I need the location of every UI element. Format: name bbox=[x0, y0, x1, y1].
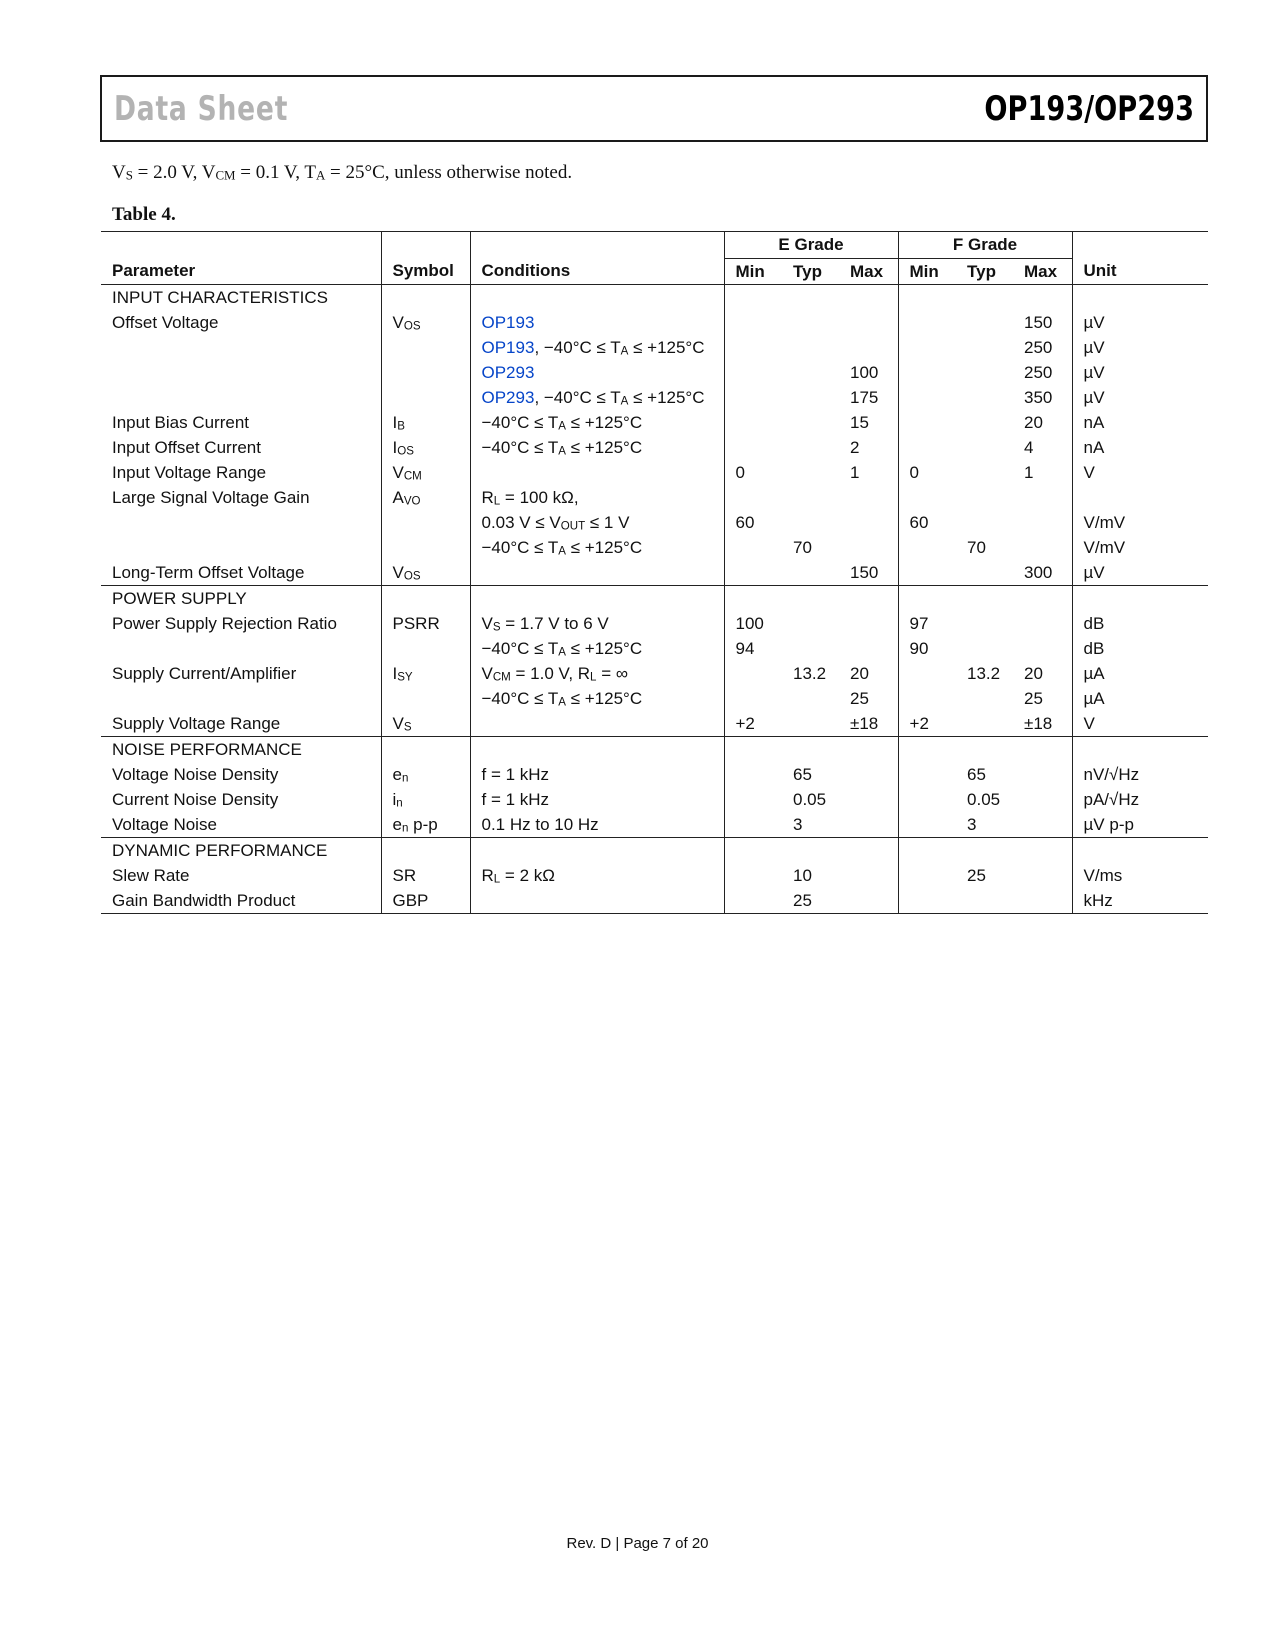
f-typ-cell bbox=[956, 435, 1013, 460]
symbol-cell: $V_{OS}$ bbox=[381, 560, 470, 586]
unit-cell: µV bbox=[1072, 335, 1208, 360]
conditions-cell bbox=[470, 310, 724, 335]
f-min-cell bbox=[898, 410, 956, 435]
table-row bbox=[101, 410, 1208, 435]
e-typ-cell bbox=[782, 485, 839, 510]
table-row bbox=[101, 863, 1208, 888]
unit-cell: V/mV bbox=[1072, 510, 1208, 535]
table-row bbox=[101, 485, 1208, 510]
parameter-cell: Power Supply Rejection Ratio bbox=[112, 613, 337, 633]
f-typ-cell bbox=[956, 560, 1013, 586]
conditions-cell bbox=[470, 888, 724, 914]
e-grade-header: E Grade bbox=[724, 232, 898, 259]
e-max-cell bbox=[839, 535, 898, 560]
e-min-cell: +2 bbox=[724, 711, 782, 737]
e-min-cell bbox=[724, 863, 782, 888]
unit-cell: µA bbox=[1072, 686, 1208, 711]
parameter-cell bbox=[101, 535, 381, 560]
e-typ-cell: 25 bbox=[782, 888, 839, 914]
table-row bbox=[101, 888, 1208, 914]
f-min-cell bbox=[898, 888, 956, 914]
f-min-cell bbox=[898, 812, 956, 838]
header-row-columns bbox=[101, 259, 1208, 285]
e-max-cell: ±18 bbox=[839, 711, 898, 737]
e-min-cell bbox=[724, 787, 782, 812]
symbol-cell: SR bbox=[381, 863, 470, 888]
e-max-cell bbox=[839, 787, 898, 812]
table-row bbox=[101, 787, 1208, 812]
e-min-cell bbox=[724, 335, 782, 360]
parameter-cell: Input Bias Current bbox=[112, 412, 250, 432]
table-row bbox=[101, 812, 1208, 838]
f-max-cell: ±18 bbox=[1013, 711, 1072, 737]
parameter-cell bbox=[101, 360, 381, 385]
parameter-cell: Offset Voltage bbox=[112, 312, 219, 332]
f-min-cell bbox=[898, 863, 956, 888]
page-header bbox=[100, 75, 1208, 142]
conditions-cell: $-40^\circ C \le T_A \le +125^\circ C$ bbox=[470, 535, 724, 560]
f-typ-cell bbox=[956, 711, 1013, 737]
e-typ-cell bbox=[782, 510, 839, 535]
f-typ-cell bbox=[956, 611, 1013, 636]
e-typ-cell bbox=[782, 711, 839, 737]
parameter-cell: Large Signal Voltage Gain bbox=[112, 487, 310, 507]
e-typ-cell: 10 bbox=[793, 865, 812, 885]
unit-cell: µV bbox=[1072, 310, 1208, 335]
f-max-cell bbox=[1013, 863, 1072, 888]
symbol-cell: GBP bbox=[381, 888, 470, 914]
table-row bbox=[101, 535, 1208, 560]
symbol-cell: $A_{VO}$ bbox=[381, 485, 470, 510]
e-min-cell: 94 bbox=[724, 636, 782, 661]
e-min-cell bbox=[724, 535, 782, 560]
parameter-cell: Voltage Noise Density bbox=[112, 764, 279, 784]
symbol-header: Symbol bbox=[381, 259, 470, 285]
f-max-cell: 150 bbox=[1024, 312, 1053, 332]
e-max-cell: 175 bbox=[850, 387, 879, 407]
e-min-cell bbox=[724, 310, 782, 335]
conditions-cell: 0.1 Hz to 10 Hz bbox=[470, 812, 724, 838]
conditions-cell: $-40^\circ C \le T_A \le +125^\circ C$ bbox=[470, 686, 724, 711]
section-title: INPUT CHARACTERISTICS bbox=[112, 287, 328, 307]
e-typ-header: Typ bbox=[782, 259, 839, 285]
parameter-cell: Slew Rate bbox=[112, 865, 190, 885]
e-typ-cell bbox=[782, 636, 839, 661]
conditions-cell bbox=[470, 360, 724, 385]
f-max-cell bbox=[1013, 888, 1072, 914]
section-row bbox=[101, 838, 1208, 864]
f-typ-cell bbox=[956, 888, 1013, 914]
e-min-cell bbox=[724, 686, 782, 711]
symbol-cell: $I_{OS}$ bbox=[381, 435, 470, 460]
section-title: DYNAMIC PERFORMANCE bbox=[112, 840, 328, 860]
symbol-cell bbox=[381, 535, 470, 560]
parameter-cell bbox=[101, 686, 381, 711]
e-typ-cell bbox=[782, 335, 839, 360]
parameter-cell: Current Noise Density bbox=[112, 789, 279, 809]
f-min-cell: 60 bbox=[898, 510, 956, 535]
e-typ-cell bbox=[782, 310, 839, 335]
parameter-cell: Long-Term Offset Voltage bbox=[101, 560, 381, 586]
unit-cell: µV p-p bbox=[1072, 812, 1208, 838]
table-row bbox=[101, 611, 1208, 636]
unit-header: Unit bbox=[1072, 259, 1208, 285]
e-min-cell bbox=[724, 661, 782, 686]
unit-cell: nA bbox=[1072, 435, 1208, 460]
page-footer: Rev. D | Page 7 of 20 bbox=[566, 1535, 709, 1552]
unit-cell: µV bbox=[1072, 385, 1208, 410]
table-row bbox=[101, 661, 1208, 686]
table-row bbox=[101, 310, 1208, 335]
part-link[interactable]: OP193 bbox=[481, 312, 535, 332]
unit-cell: kHz bbox=[1072, 888, 1208, 914]
section-title: POWER SUPPLY bbox=[112, 588, 247, 608]
section-title: NOISE PERFORMANCE bbox=[112, 739, 302, 759]
f-typ-cell bbox=[956, 510, 1013, 535]
conditions-cell: $R_L = 2$ kΩ bbox=[470, 863, 724, 888]
unit-cell: pA/√Hz bbox=[1072, 787, 1208, 812]
f-typ-cell bbox=[956, 385, 1013, 410]
e-max-cell bbox=[839, 310, 898, 335]
conditions-cell bbox=[470, 711, 724, 737]
e-max-cell bbox=[839, 863, 898, 888]
symbol-cell bbox=[381, 385, 470, 410]
e-typ-cell: 13.2 bbox=[793, 663, 827, 683]
e-typ-cell: 3 bbox=[782, 812, 839, 838]
f-max-cell bbox=[1013, 636, 1072, 661]
part-link[interactable]: OP293 bbox=[481, 387, 535, 407]
f-max-cell: 20 bbox=[1024, 663, 1043, 683]
header-row-grades bbox=[101, 232, 1208, 259]
parameter-cell: Supply Current/Amplifier bbox=[112, 663, 297, 683]
f-max-cell bbox=[1013, 762, 1072, 787]
f-min-cell bbox=[898, 762, 956, 787]
e-max-cell bbox=[839, 485, 898, 510]
conditions-cell: $-40^\circ C \le T_A \le +125^\circ C$ bbox=[470, 410, 724, 435]
f-max-cell: 300 bbox=[1013, 560, 1072, 586]
parameter-cell: Voltage Noise bbox=[101, 812, 381, 838]
e-max-cell bbox=[839, 611, 898, 636]
section-row bbox=[101, 285, 1208, 311]
e-max-cell bbox=[839, 510, 898, 535]
e-typ-cell: 65 bbox=[793, 764, 812, 784]
table-row bbox=[101, 510, 1208, 535]
table-row bbox=[101, 560, 1208, 586]
conditions-cell: f = 1 kHz bbox=[470, 787, 724, 812]
e-typ-cell bbox=[782, 435, 839, 460]
conditions-cell: f = 1 kHz bbox=[470, 762, 724, 787]
conditions-cell: $-40^\circ C \le T_A \le +125^\circ C$ bbox=[470, 435, 724, 460]
symbol-cell: $V_{CM}$ bbox=[381, 460, 470, 485]
table-body bbox=[101, 285, 1208, 914]
section-row bbox=[101, 737, 1208, 763]
symbol-cell: $V_S$ bbox=[381, 711, 470, 737]
parameter-cell bbox=[101, 510, 381, 535]
conditions-cell bbox=[470, 460, 724, 485]
e-min-cell: 0 bbox=[724, 460, 782, 485]
conditions-cell: $R_L = 100$ kΩ, bbox=[470, 485, 724, 510]
e-min-cell bbox=[724, 560, 782, 586]
e-typ-cell bbox=[782, 410, 839, 435]
e-typ-cell: 0.05 bbox=[793, 789, 827, 809]
symbol-cell: PSRR bbox=[381, 611, 470, 636]
conditions-cell: $V_{CM} = 1.0$ V, $R_L$ = ∞ bbox=[470, 661, 724, 686]
f-max-cell bbox=[1013, 787, 1072, 812]
table-row bbox=[101, 335, 1208, 360]
f-max-cell: 250 bbox=[1024, 337, 1053, 357]
e-typ-cell bbox=[782, 385, 839, 410]
conditions-cell: $-40^\circ C \le T_A \le +125^\circ C$ bbox=[470, 636, 724, 661]
f-min-cell bbox=[898, 485, 956, 510]
e-max-cell: 25 bbox=[850, 688, 869, 708]
e-min-cell: 60 bbox=[724, 510, 782, 535]
unit-cell: V/ms bbox=[1072, 863, 1208, 888]
e-typ-cell bbox=[782, 686, 839, 711]
f-min-cell bbox=[898, 686, 956, 711]
e-max-cell bbox=[839, 888, 898, 914]
symbol-cell bbox=[381, 510, 470, 535]
f-max-cell bbox=[1013, 510, 1072, 535]
table-caption: Table 4. bbox=[112, 204, 176, 225]
f-min-cell: 97 bbox=[898, 611, 956, 636]
f-typ-cell bbox=[956, 460, 1013, 485]
unit-cell: nV/√Hz bbox=[1072, 762, 1208, 787]
e-max-cell: 150 bbox=[839, 560, 898, 586]
unit-cell: µV bbox=[1072, 360, 1208, 385]
symbol-cell: $e_n$ bbox=[381, 762, 470, 787]
e-max-cell bbox=[839, 812, 898, 838]
header-part-number: OP193/OP293 bbox=[984, 89, 1194, 129]
header-doc-type: Data Sheet bbox=[114, 89, 289, 129]
e-min-cell bbox=[724, 410, 782, 435]
conditions-cell: OP293, $-40^\circ C \le T_A \le +125^\circ C$ bbox=[470, 385, 724, 410]
parameter-cell bbox=[101, 636, 381, 661]
conditions-header: Conditions bbox=[470, 259, 724, 285]
e-min-cell: 100 bbox=[724, 611, 782, 636]
f-min-cell bbox=[898, 310, 956, 335]
table-row bbox=[101, 711, 1208, 737]
unit-cell: µV bbox=[1072, 560, 1208, 586]
e-max-cell bbox=[839, 762, 898, 787]
parameter-cell: Supply Voltage Range bbox=[101, 711, 381, 737]
e-max-cell: 2 bbox=[850, 437, 860, 457]
test-conditions: $V_S = 2.0$ V, $V_{CM} = 0.1$ V, $T_A = 25^\circ C$, unless otherwise noted. bbox=[112, 162, 573, 183]
symbol-cell: $I_{SY}$ bbox=[381, 661, 470, 686]
parameter-cell: Gain Bandwidth Product bbox=[101, 888, 381, 914]
table-row bbox=[101, 360, 1208, 385]
parameter-cell: Input Offset Current bbox=[112, 437, 261, 457]
e-typ-cell bbox=[782, 560, 839, 586]
f-max-cell: 4 bbox=[1024, 437, 1034, 457]
f-min-cell: 0 bbox=[898, 460, 956, 485]
f-typ-cell bbox=[956, 410, 1013, 435]
e-typ-cell bbox=[782, 611, 839, 636]
f-grade-header: F Grade bbox=[898, 232, 1072, 259]
f-max-cell: 250 bbox=[1024, 362, 1053, 382]
e-max-cell bbox=[839, 636, 898, 661]
part-link[interactable]: OP193 bbox=[481, 337, 535, 357]
table-row bbox=[101, 460, 1208, 485]
table-row bbox=[101, 385, 1208, 410]
unit-cell: V/mV bbox=[1072, 535, 1208, 560]
f-min-cell: 90 bbox=[898, 636, 956, 661]
f-typ-cell: 3 bbox=[956, 812, 1013, 838]
e-min-cell bbox=[724, 360, 782, 385]
e-max-cell: 100 bbox=[850, 362, 879, 382]
e-min-cell bbox=[724, 435, 782, 460]
f-typ-cell: 25 bbox=[967, 865, 986, 885]
e-max-cell: 1 bbox=[850, 462, 860, 482]
f-typ-cell bbox=[956, 485, 1013, 510]
symbol-cell bbox=[381, 360, 470, 385]
f-typ-cell bbox=[956, 310, 1013, 335]
conditions-cell: $V_S = 1.7$ V to 6 V bbox=[470, 611, 724, 636]
table-row bbox=[101, 636, 1208, 661]
f-min-cell bbox=[898, 385, 956, 410]
table-row bbox=[101, 762, 1208, 787]
unit-cell: V bbox=[1072, 460, 1208, 485]
f-min-cell bbox=[898, 435, 956, 460]
f-typ-cell bbox=[956, 335, 1013, 360]
table-row bbox=[101, 686, 1208, 711]
f-max-cell: 20 bbox=[1024, 412, 1043, 432]
unit-cell: dB bbox=[1072, 636, 1208, 661]
parameter-cell bbox=[101, 335, 381, 360]
part-link[interactable]: OP293 bbox=[481, 362, 535, 382]
table-row bbox=[101, 435, 1208, 460]
symbol-cell: $V_{OS}$ bbox=[381, 310, 470, 335]
symbol-cell: $I_B$ bbox=[381, 410, 470, 435]
f-min-cell bbox=[898, 661, 956, 686]
f-min-header: Min bbox=[898, 259, 956, 285]
f-max-cell bbox=[1013, 611, 1072, 636]
e-min-cell bbox=[724, 888, 782, 914]
e-min-cell bbox=[724, 812, 782, 838]
f-typ-cell bbox=[956, 360, 1013, 385]
specifications-table bbox=[101, 231, 1208, 914]
e-max-cell: 20 bbox=[850, 663, 869, 683]
f-min-cell bbox=[898, 335, 956, 360]
symbol-cell: $i_n$ bbox=[381, 787, 470, 812]
e-min-cell bbox=[724, 385, 782, 410]
f-min-cell bbox=[898, 360, 956, 385]
conditions-cell: 0.03 $V \le V_{OUT} \le 1$ V bbox=[470, 510, 724, 535]
f-typ-cell bbox=[956, 686, 1013, 711]
f-typ-cell bbox=[956, 636, 1013, 661]
unit-cell: V bbox=[1072, 711, 1208, 737]
symbol-cell: $e_n$ p-p bbox=[381, 812, 470, 838]
f-typ-cell: 65 bbox=[967, 764, 986, 784]
e-typ-cell: 70 bbox=[793, 537, 812, 557]
f-max-cell bbox=[1013, 535, 1072, 560]
f-max-header: Max bbox=[1013, 259, 1072, 285]
f-min-cell bbox=[898, 560, 956, 586]
e-max-cell bbox=[839, 335, 898, 360]
symbol-cell bbox=[381, 335, 470, 360]
parameter-cell: Input Voltage Range bbox=[112, 462, 267, 482]
f-min-cell bbox=[898, 787, 956, 812]
f-max-cell bbox=[1013, 812, 1072, 838]
f-max-cell: 350 bbox=[1024, 387, 1053, 407]
e-typ-cell bbox=[782, 460, 839, 485]
e-min-cell bbox=[724, 762, 782, 787]
unit-cell bbox=[1072, 485, 1208, 510]
f-typ-cell: 13.2 bbox=[967, 663, 1001, 683]
unit-cell: dB bbox=[1072, 611, 1208, 636]
unit-cell: µA bbox=[1072, 661, 1208, 686]
f-min-cell bbox=[898, 535, 956, 560]
f-min-cell: +2 bbox=[898, 711, 956, 737]
e-max-header: Max bbox=[839, 259, 898, 285]
parameter-header: Parameter bbox=[101, 259, 381, 285]
conditions-cell: OP193, $-40^\circ C \le T_A \le +125^\circ C$ bbox=[470, 335, 724, 360]
symbol-cell bbox=[381, 686, 470, 711]
symbol-cell bbox=[381, 636, 470, 661]
e-min-cell bbox=[724, 485, 782, 510]
e-typ-cell bbox=[782, 360, 839, 385]
unit-cell: nA bbox=[1072, 410, 1208, 435]
conditions-cell bbox=[470, 560, 724, 586]
e-max-cell: 15 bbox=[850, 412, 869, 432]
f-max-cell bbox=[1013, 485, 1072, 510]
f-typ-cell: 70 bbox=[967, 537, 986, 557]
section-row bbox=[101, 586, 1208, 612]
f-typ-cell: 0.05 bbox=[967, 789, 1001, 809]
f-typ-header: Typ bbox=[956, 259, 1013, 285]
f-max-cell: 25 bbox=[1024, 688, 1043, 708]
e-min-header: Min bbox=[724, 259, 782, 285]
parameter-cell bbox=[101, 385, 381, 410]
f-max-cell: 1 bbox=[1024, 462, 1034, 482]
